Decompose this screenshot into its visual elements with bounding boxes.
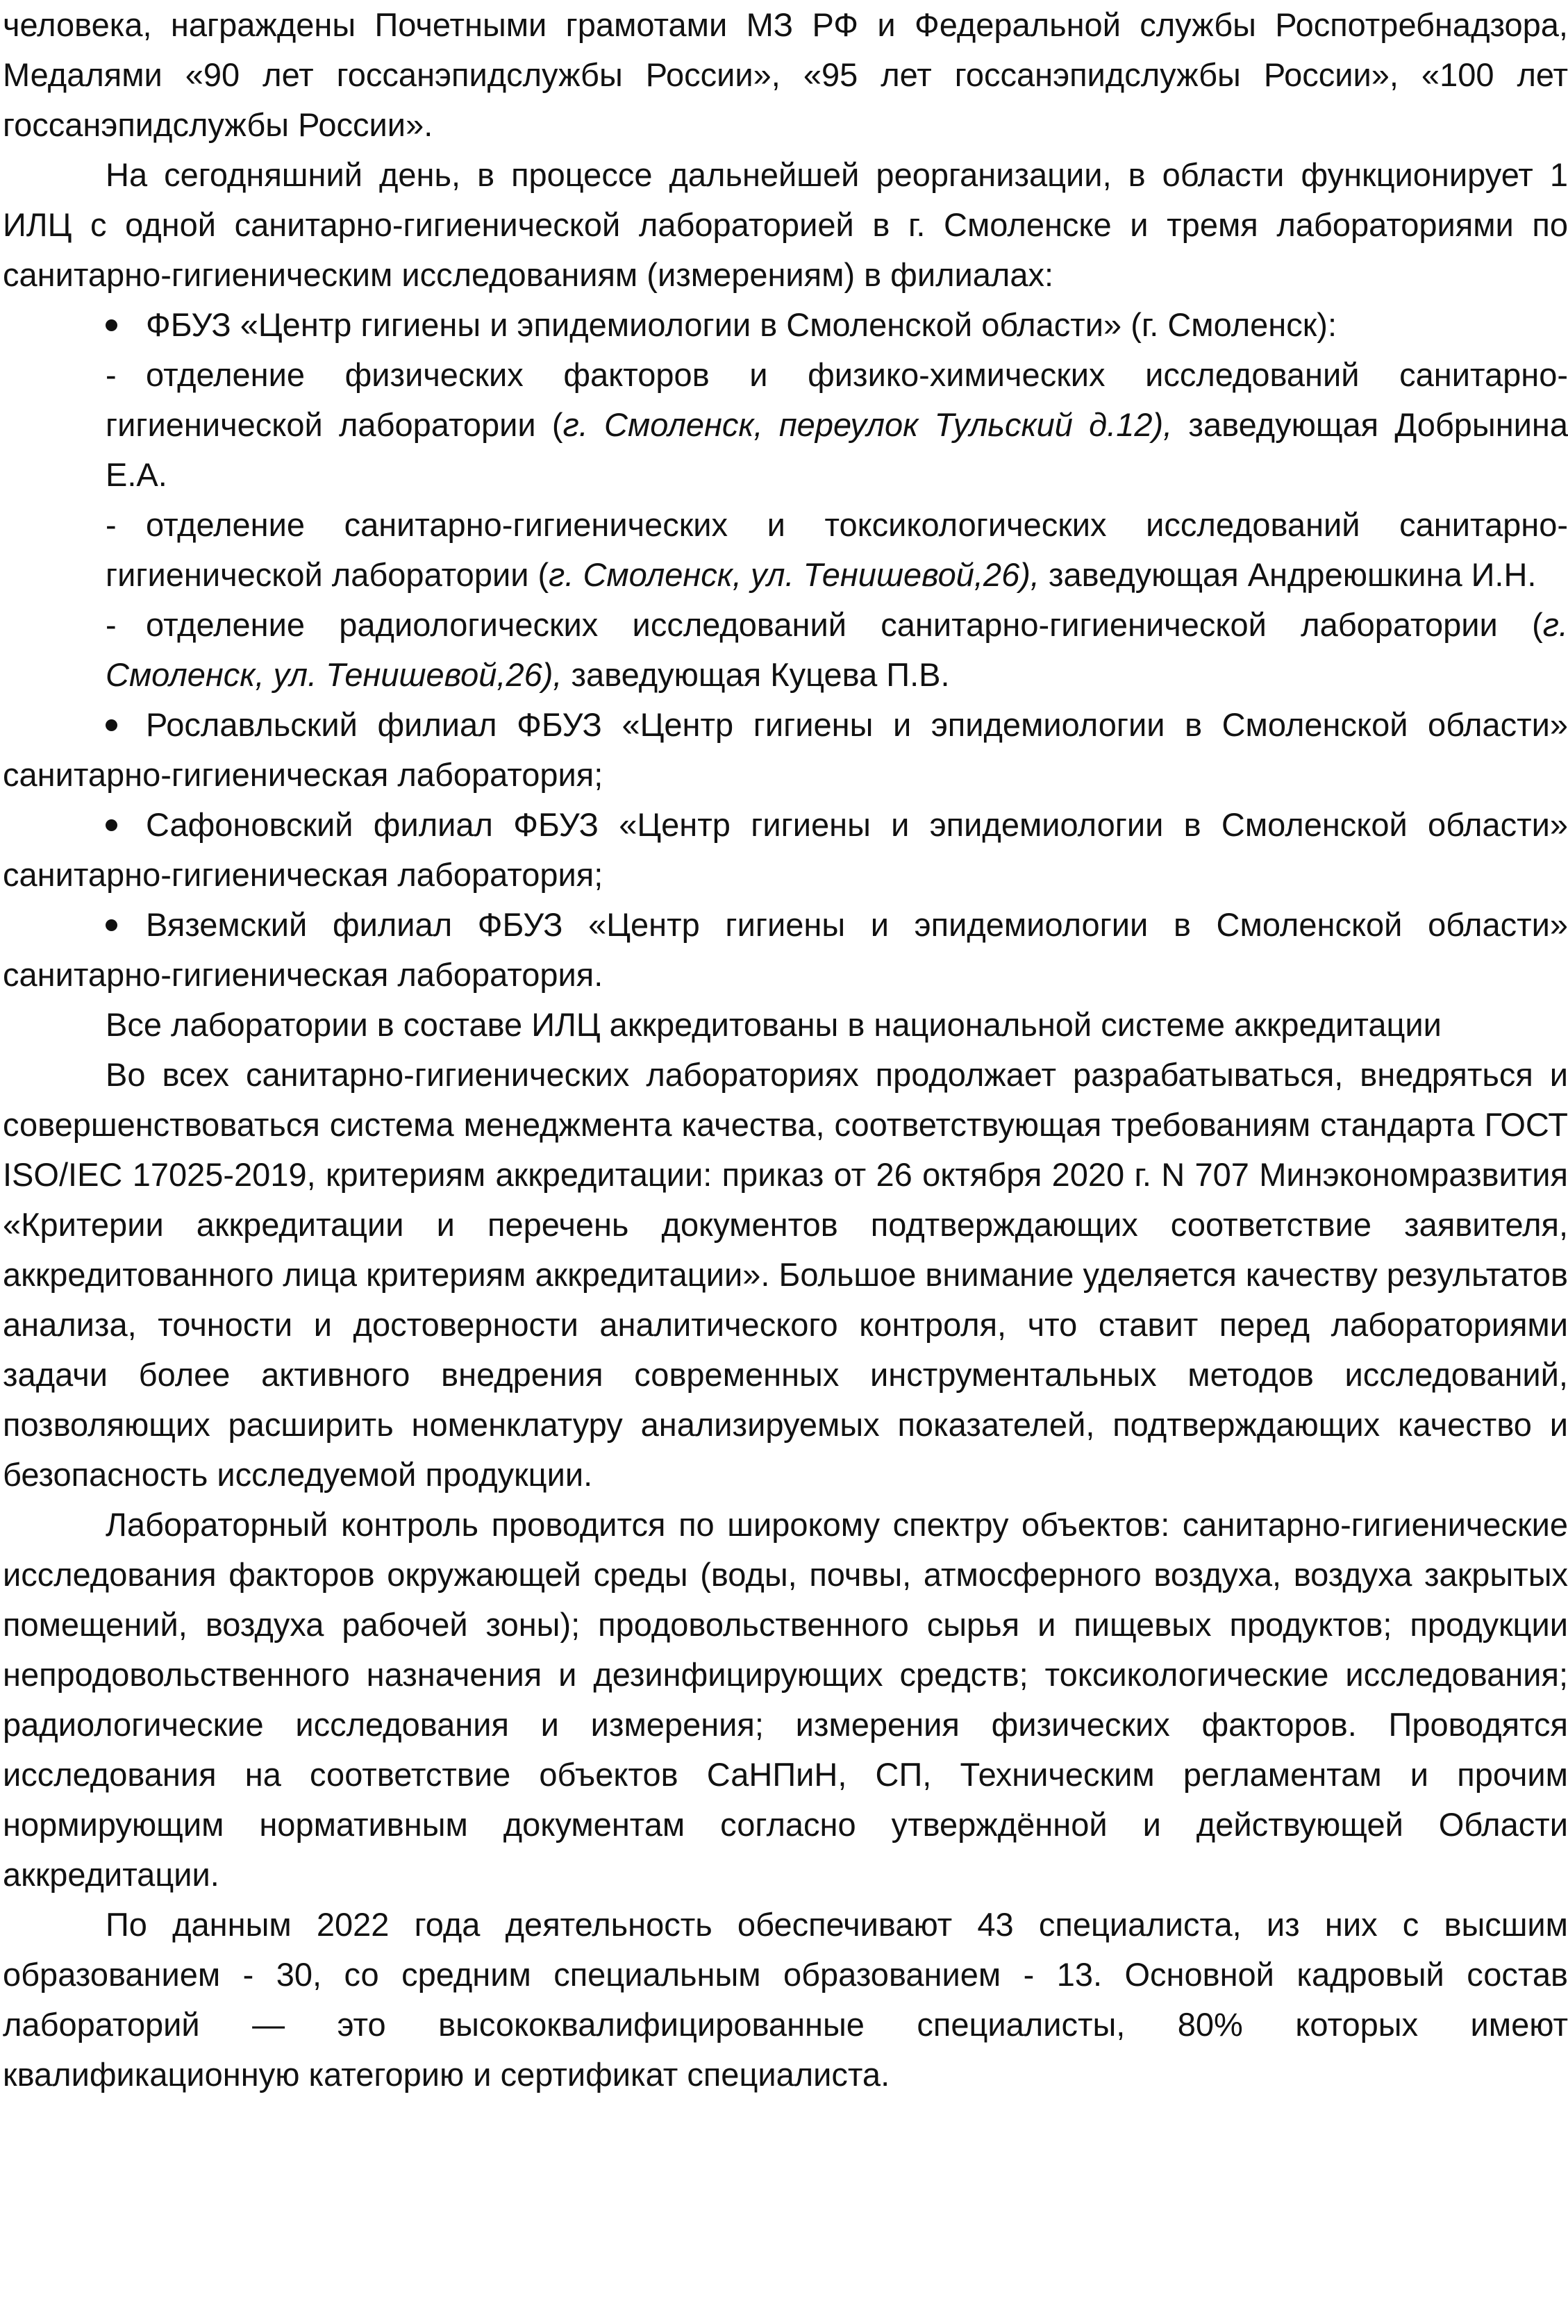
list-item-safonovo: Сафоновский филиал ФБУЗ «Центр гигиены и эпидемиологии в Смоленской области» санитарно-гигиеническая лаборатория; bbox=[3, 800, 1568, 900]
address-tulsky: г. Смоленск, переулок Тульский д.12), bbox=[562, 406, 1173, 443]
dash-marker: - bbox=[106, 506, 117, 543]
address-tenishevoy: г. Смоленск, ул. Тенишевой,26), bbox=[106, 606, 1568, 693]
document-body bbox=[3, 0, 1568, 2100]
bullet-icon bbox=[106, 900, 146, 950]
list-subitem-toxicology: - отделение санитарно-гигиенических и токсикологических исследований санитарно-гигиенической лаборатории (г. Смоленск, ул. Тенишевой,26), заведующая Андреюшкина И.Н. bbox=[3, 500, 1568, 600]
list-item-vyazma: Вяземский филиал ФБУЗ «Центр гигиены и эпидемиологии в Смоленской области» санитарно-гигиеническая лаборатория. bbox=[3, 900, 1568, 1000]
list-subitem-physical-factors: - отделение физических факторов и физико-химических исследований санитарно-гигиенической лаборатории (г. Смоленск, переулок Тульский д.12), заведующая Добрынина Е.А. bbox=[3, 350, 1568, 500]
paragraph-awards: человека, награждены Почетными грамотами МЗ РФ и Федеральной службы Роспотребнадзора, Медалями «90 лет госсанэпидслужбы России», «95 лет госсанэпидслужбы России», «100 лет госсанэпидслужбы России». bbox=[3, 6, 1568, 143]
dash-marker: - bbox=[106, 356, 117, 393]
paragraph-reorganization: На сегодняшний день, в процессе дальнейшей реорганизации, в области функционирует 1 ИЛЦ с одной санитарно-гигиенической лабораторией в г. Смоленске и тремя лабораториями по санитарно-гигиеническим исследованиям (измерениям) в филиалах: bbox=[3, 156, 1568, 293]
paragraph-accreditation: Все лаборатории в составе ИЛЦ аккредитованы в национальной системе аккредитации bbox=[106, 1006, 1442, 1043]
paragraph-staff: По данным 2022 года деятельность обеспечивают 43 специалиста, из них с высшим образованием - 30, со средним специальным образованием - 13. Основной кадровый состав лабораторий — это высококвалифицированные специалисты, 80% которых имеют квалификационную категорию и сертификат специалиста. bbox=[3, 1906, 1568, 2093]
list-subitem-radiology: - отделение радиологических исследований санитарно-гигиенической лаборатории (г. Смоленск, ул. Тенишевой,26), заведующая Куцева П.В. bbox=[3, 600, 1568, 700]
list-item-roslavl: Рославльский филиал ФБУЗ «Центр гигиены и эпидемиологии в Смоленской области» санитарно-гигиеническая лаборатория; bbox=[3, 700, 1568, 800]
bullet-icon bbox=[106, 300, 146, 350]
list-item-main-center: ФБУЗ «Центр гигиены и эпидемиологии в Смоленской области» (г. Смоленск): bbox=[3, 300, 1568, 350]
paragraph-quality-system: Во всех санитарно-гигиенических лабораториях продолжает разрабатываться, внедряться и совершенствоваться система менеджмента качества, соответствующая требованиям стандарта ГОСТ ISO/IEC 17025-2019, критериям аккредитации: приказ от 26 октября 2020 г. N 707 Минэкономразвития «Критерии аккредитации и перечень документов подтверждающих соответствие заявителя, аккредитованного лица критериям аккредитации». Большое внимание уделяется качеству результатов анализа, точности и достоверности аналитического контроля, что ставит перед лабораториями задачи более активного внедрения современных инструментальных методов исследований, позволяющих расширить номенклатуру анализируемых показателей, подтверждающих качество и безопасность исследуемой продукции. bbox=[3, 1056, 1568, 1493]
paragraph-lab-control: Лабораторный контроль проводится по широкому спектру объектов: санитарно-гигиенические исследования факторов окружающей среды (воды, почвы, атмосферного воздуха, воздуха закрытых помещений, воздуха рабочей зоны); продовольственного сырья и пищевых продуктов; продукции непродовольственного назначения и дезинфицирующих средств; токсикологические исследования; радиологические исследования и измерения; измерения физических факторов. Проводятся исследования на соответствие объектов СаНПиН, СП, Техническим регламентам и прочим нормирующим нормативным документам согласно утверждённой и действующей Области аккредитации. bbox=[3, 1506, 1568, 1893]
bullet-icon bbox=[106, 800, 146, 850]
address-tenishevoy: г. Смоленск, ул. Тенишевой,26), bbox=[549, 556, 1040, 593]
bullet-icon bbox=[106, 700, 146, 750]
dash-marker: - bbox=[106, 606, 117, 643]
